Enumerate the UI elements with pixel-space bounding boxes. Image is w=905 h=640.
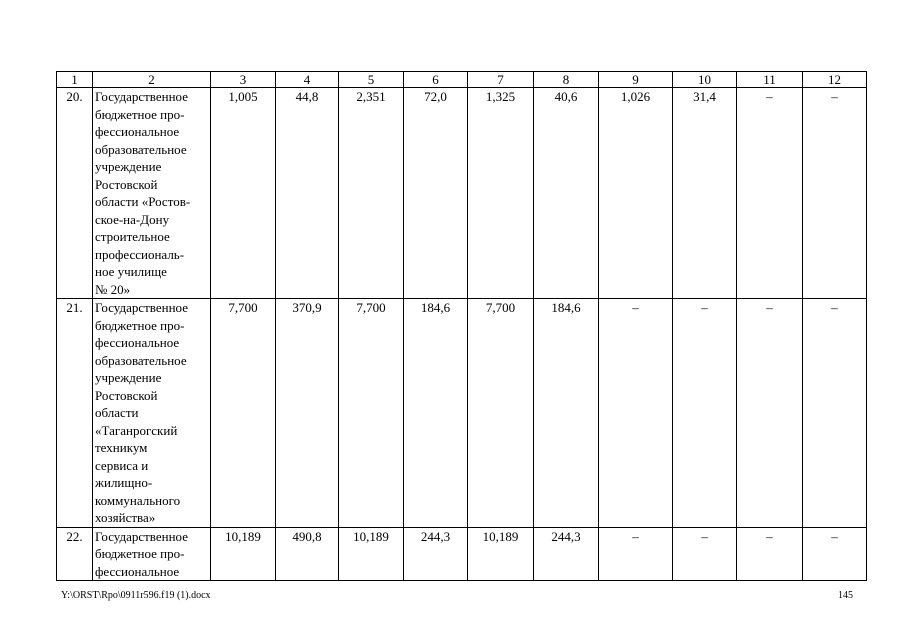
name-line: жилищно- <box>95 475 153 490</box>
value-cell-col-5: 7,700 <box>339 299 404 528</box>
value-cell-col-4: 44,8 <box>276 88 339 299</box>
row-number: 20. <box>57 88 93 299</box>
name-line: образовательное <box>95 352 187 368</box>
name-line: бюджетное про- <box>95 317 185 333</box>
value-cell-col-3: 1,005 <box>211 88 276 299</box>
name-line: образовательное <box>95 141 187 157</box>
header-cell-6: 6 <box>404 72 468 88</box>
value-cell-col-6: 72,0 <box>404 88 468 299</box>
header-cell-8: 8 <box>534 72 599 88</box>
value-cell-col-11: – <box>737 88 803 299</box>
header-cell-9: 9 <box>599 72 673 88</box>
name-line: учреждение <box>95 159 162 174</box>
value-cell-col-8: 184,6 <box>534 299 599 528</box>
value-cell-col-7: 1,325 <box>468 88 534 299</box>
name-line: хозяйства» <box>95 510 156 525</box>
value-cell-col-3: 7,700 <box>211 299 276 528</box>
value-cell-col-8: 244,3 <box>534 527 599 581</box>
value-cell-col-9: 1,026 <box>599 88 673 299</box>
name-line: ное училище <box>95 264 167 279</box>
name-line: Ростовской <box>95 176 158 192</box>
value-cell-col-4: 490,8 <box>276 527 339 581</box>
name-line: ское-на-Дону <box>95 211 170 227</box>
name-line: области «Ростов- <box>95 194 191 209</box>
header-cell-4: 4 <box>276 72 339 88</box>
name-line: фессиональное <box>95 124 180 139</box>
header-cell-12: 12 <box>803 72 867 88</box>
name-line: техникум <box>95 440 148 455</box>
organization-name <box>93 527 211 581</box>
value-cell-col-12: – <box>803 527 867 581</box>
header-row <box>57 72 867 88</box>
name-line: сервиса и <box>95 457 149 473</box>
value-cell-col-12: – <box>803 299 867 528</box>
value-cell-col-7: 7,700 <box>468 299 534 528</box>
name-line: строительное <box>95 229 170 244</box>
name-line: фессиональное <box>95 335 180 350</box>
organization-name <box>93 299 211 528</box>
row-number: 21. <box>57 299 93 528</box>
name-line: «Таганрогский <box>95 422 178 438</box>
name-line: фессиональное <box>95 563 180 579</box>
value-cell-col-10: – <box>673 299 737 528</box>
organization-name <box>93 88 211 299</box>
header-cell-11: 11 <box>737 72 803 88</box>
name-line: области <box>95 405 139 420</box>
value-cell-col-9: – <box>599 299 673 528</box>
name-line: № 20» <box>95 281 131 297</box>
value-cell-col-7: 10,189 <box>468 527 534 581</box>
value-cell-col-9: – <box>599 527 673 581</box>
name-line: Ростовской <box>95 387 158 403</box>
value-cell-col-3: 10,189 <box>211 527 276 581</box>
value-cell-col-12: – <box>803 88 867 299</box>
name-line: бюджетное про- <box>95 106 185 122</box>
header-cell-1: 1 <box>57 72 93 88</box>
footer-page-number: 145 <box>838 590 853 601</box>
name-line: Государственное <box>95 300 188 315</box>
table-row <box>57 299 867 528</box>
row-number: 22. <box>57 527 93 581</box>
value-cell-col-4: 370,9 <box>276 299 339 528</box>
name-line: коммунального <box>95 492 181 508</box>
value-cell-col-10: 31,4 <box>673 88 737 299</box>
value-cell-col-6: 184,6 <box>404 299 468 528</box>
name-line: Государственное <box>95 528 188 544</box>
header-cell-10: 10 <box>673 72 737 88</box>
value-cell-col-10: – <box>673 527 737 581</box>
name-line: профессиональ- <box>95 246 185 262</box>
table-row <box>57 88 867 299</box>
header-cell-5: 5 <box>339 72 404 88</box>
header-cell-3: 3 <box>211 72 276 88</box>
value-cell-col-5: 10,189 <box>339 527 404 581</box>
value-cell-col-11: – <box>737 299 803 528</box>
name-line: учреждение <box>95 370 162 385</box>
value-cell-col-8: 40,6 <box>534 88 599 299</box>
value-cell-col-5: 2,351 <box>339 88 404 299</box>
header-cell-7: 7 <box>468 72 534 88</box>
value-cell-col-11: – <box>737 527 803 581</box>
data-table <box>56 71 867 581</box>
table-row <box>57 527 867 581</box>
value-cell-col-6: 244,3 <box>404 527 468 581</box>
name-line: Государственное <box>95 89 188 104</box>
name-line: бюджетное про- <box>95 546 185 561</box>
footer-file-path: Y:\ORST\Rpo\0911r596.f19 (1).docx <box>61 590 211 601</box>
header-cell-2: 2 <box>93 72 211 88</box>
